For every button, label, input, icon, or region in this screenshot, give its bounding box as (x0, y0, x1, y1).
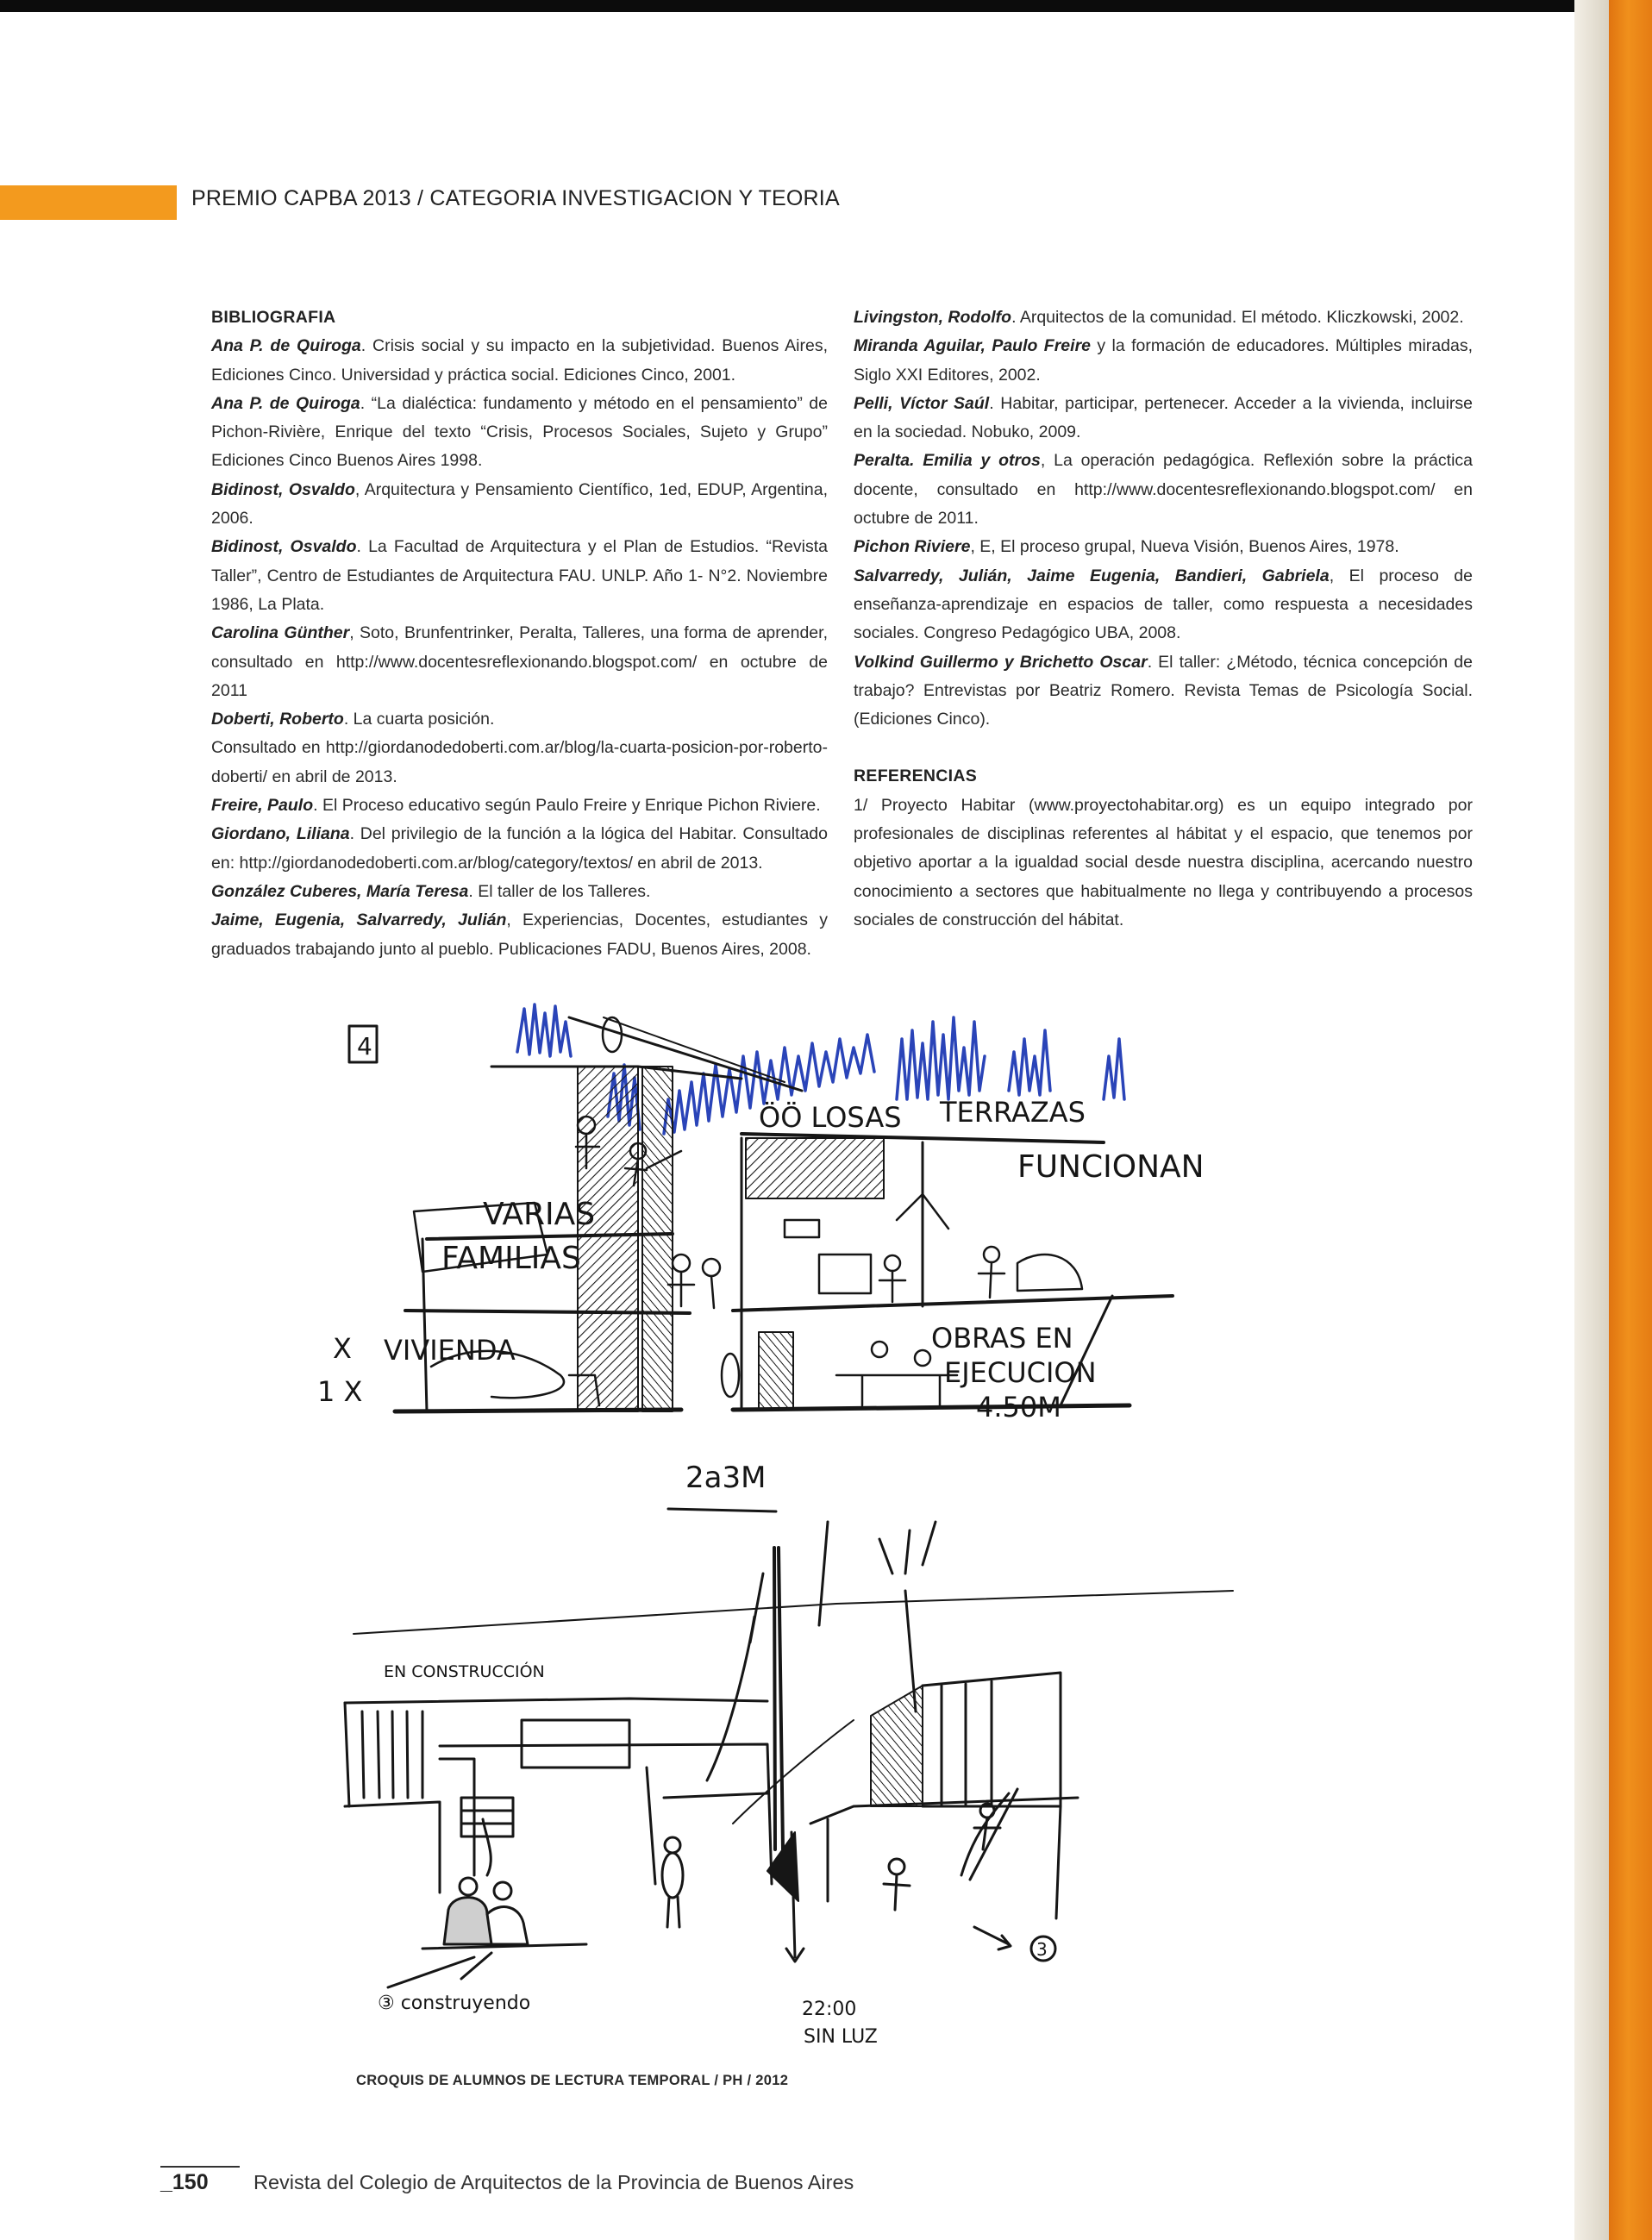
bibliography-entry (854, 390, 1473, 447)
entry-author: Miranda Aguilar, Paulo Freire (854, 336, 1092, 356)
entry-author: Salvarredy, Julián, Jaime Eugenia, Bandieri, Gabriela (854, 566, 1330, 585)
bibliography-entry (211, 705, 828, 734)
entry-author: Giordano, Liliana (211, 824, 350, 844)
footer-rule (160, 2166, 240, 2168)
orange-page-edge (1609, 0, 1652, 2240)
entry-text: . Del privilegio de la función a la lógica del Habitar. Consultado en: http://giordanodedoberti.com.ar/blog/category/textos/ en abril de 2013. (211, 824, 828, 873)
entry-author: Pichon Riviere (854, 537, 971, 557)
bibliography-right-column (854, 303, 1473, 935)
entry-text: . Arquitectos de la comunidad. El método. Kliczkowski, 2002. (1011, 308, 1464, 327)
bibliography-entry (854, 648, 1473, 735)
section-sketch (317, 1004, 1205, 1511)
entry-text: . Crisis social y su impacto en la subjetividad. Buenos Aires, Ediciones Cinco. Universidad y práctica social. Ediciones Cinco, 2001. (211, 336, 828, 385)
entry-author: González Cuberes, María Teresa (211, 881, 469, 901)
bibliography-entry (211, 619, 828, 705)
entry-text: , Experiencias, Docentes, estudiantes y graduados trabajando junto al pueblo. Publicaciones FADU, Buenos Aires, 2008. (211, 910, 828, 959)
bibliography-entry (854, 562, 1473, 648)
entry-author: Ana P. de Quiroga (211, 393, 360, 413)
entry-text: . La Facultad de Arquitectura y el Plan de Estudios. “Revista Taller”, Centro de Estudiantes de Arquitectura FAU. UNLP. Año 1- N°2. Noviembre 1986, La Plata. (211, 537, 828, 614)
label-circle-3: 3 (1036, 1939, 1048, 1960)
label-obras: OBRAS EN (931, 1322, 1073, 1355)
bibliography-entry (211, 390, 828, 476)
header-title: PREMIO CAPBA 2013 / CATEGORIA INVESTIGACION Y TEORIA (191, 186, 840, 210)
label-familias: FAMILIAS (441, 1241, 581, 1276)
bibliography-entry (211, 476, 828, 534)
figure-caption: CROQUIS DE ALUMNOS DE LECTURA TEMPORAL / PH / 2012 (356, 2073, 789, 2088)
entry-text: , El proceso de enseñanza-aprendizaje en espacios de taller, como respuesta a necesidades sociales. Congreso Pedagógico UBA, 2008. (854, 566, 1473, 643)
entry-text: , Soto, Brunfentrinker, Peralta, Talleres, una forma de aprender, consultado en http://www.docentesreflexionando.blogspot.com/ en octubre de 2011 (211, 623, 828, 700)
entry-text: . El Proceso educativo según Paulo Freire y Enrique Pichon Riviere. (313, 796, 821, 816)
entry-text: Consultado en http://giordanodedoberti.com.ar/blog/la-cuarta-posicion-por-roberto-doberti/ en abril de 2013. (211, 738, 828, 786)
reference-text: 1/ Proyecto Habitar (www.proyectohabitar.org) es un equipo integrado por profesionales de disciplinas referentes al hábitat y el espacio, que tenemos por objetivo aportar a la igualdad social desde nuestra disciplina, acercando nuestro conocimiento a sectores que habitualmente no llega y contribuyendo a procesos sociales de construcción del hábitat. (854, 795, 1473, 929)
entry-text: , Arquitectura y Pensamiento Científico, 1ed, EDUP, Argentina, 2006. (211, 479, 828, 529)
label-en-construccion: EN CONSTRUCCIÓN (384, 1662, 545, 1681)
entry-author: Jaime, Eugenia, Salvarredy, Julián (211, 910, 507, 930)
bibliography-left-column (211, 303, 828, 964)
footer-publication: Revista del Colegio de Arquitectos de la Provincia de Buenos Aires (253, 2171, 854, 2193)
entry-text: . La cuarta posición. (343, 710, 495, 729)
label-vivienda: VIVIENDA (384, 1334, 516, 1367)
entry-text: . El taller: ¿Método, técnica concepción de trabajo? Entrevistas por Beatriz Romero. Revista Temas de Psicología Social. (Ediciones Cinco). (854, 652, 1473, 729)
bibliography-entry (854, 533, 1473, 561)
entry-author: Peralta. Emilia y otros (854, 451, 1041, 471)
label-losas: ÖÖ LOSAS (759, 1101, 902, 1134)
sketch-number: 4 (357, 1032, 372, 1061)
entry-author: Freire, Paulo (211, 796, 314, 816)
entry-text: . Habitar, participar, pertenecer. Acceder a la vivienda, incluirse en la sociedad. Nobuko, 2009. (854, 393, 1473, 442)
bibliography-entry (211, 906, 828, 964)
page-gutter (1574, 0, 1609, 2240)
label-x: X (333, 1332, 352, 1365)
entry-text: , La operación pedagógica. Reflexión sobre la práctica docente, consultado en http://www.docentesreflexionando.blogspot.com/ en octubre de 2011. (854, 451, 1473, 529)
entry-text: y la formación de educadores. Múltiples miradas, Siglo XXI Editores, 2002. (854, 336, 1473, 385)
label-funcionan: FUNCIONAN (1017, 1149, 1205, 1185)
bibliography-entry (211, 734, 828, 792)
entry-author: Bidinost, Osvaldo (211, 537, 357, 557)
label-ejecucion: EJECUCION (944, 1356, 1097, 1389)
label-sin-luz: SIN LUZ (804, 2026, 878, 2048)
references-title: REFERENCIAS (854, 766, 978, 786)
entry-text: . “La dialéctica: fundamento y método en el pensamiento” de Pichon-Rivière, Enrique del texto “Crisis, Procesos Sociales, Sujeto y Grupo” Ediciones Cinco Buenos Aires 1998. (211, 393, 828, 471)
sketch-drawings (302, 970, 1276, 2065)
header-accent-bar (0, 185, 177, 220)
entry-author: Doberti, Roberto (211, 710, 344, 729)
entry-text: , E, El proceso grupal, Nueva Visión, Buenos Aires, 1978. (970, 537, 1399, 557)
bibliography-entry (211, 820, 828, 878)
entry-author: Ana P. de Quiroga (211, 336, 361, 356)
scan-top-edge (0, 0, 1652, 12)
label-1x: 1 X (317, 1375, 363, 1408)
label-ancho: 2a3M (685, 1461, 767, 1495)
bibliography-entry (854, 303, 1473, 332)
bibliography-entry (854, 447, 1473, 533)
entry-author: Livingston, Rodolfo (854, 308, 1012, 327)
page-number: _150 (160, 2170, 209, 2194)
entry-author: Pelli, Víctor Saúl (854, 393, 990, 413)
bibliography-list-left (211, 332, 828, 964)
bibliography-entry (211, 533, 828, 619)
bibliography-entry (211, 332, 828, 390)
bibliography-list-right (854, 303, 1473, 734)
bibliography-entry (854, 332, 1473, 390)
entry-author: Bidinost, Osvaldo (211, 479, 355, 499)
bibliography-entry (211, 878, 828, 906)
street-sketch (345, 1522, 1233, 2048)
label-medida: 4.50M (976, 1391, 1061, 1423)
label-terrazas: TERRAZAS (940, 1096, 1086, 1129)
bibliography-title: BIBLIOGRAFIA (211, 308, 336, 327)
entry-text: . El taller de los Talleres. (468, 881, 651, 901)
entry-author: Carolina Günther (211, 623, 350, 643)
entry-author: Volkind Guillermo y Brichetto Oscar (854, 652, 1148, 672)
label-hora: 22:00 (802, 1999, 857, 2020)
label-construyendo: ③ construyendo (378, 1993, 531, 2014)
bibliography-entry (211, 792, 828, 820)
label-varias: VARIAS (483, 1197, 596, 1232)
